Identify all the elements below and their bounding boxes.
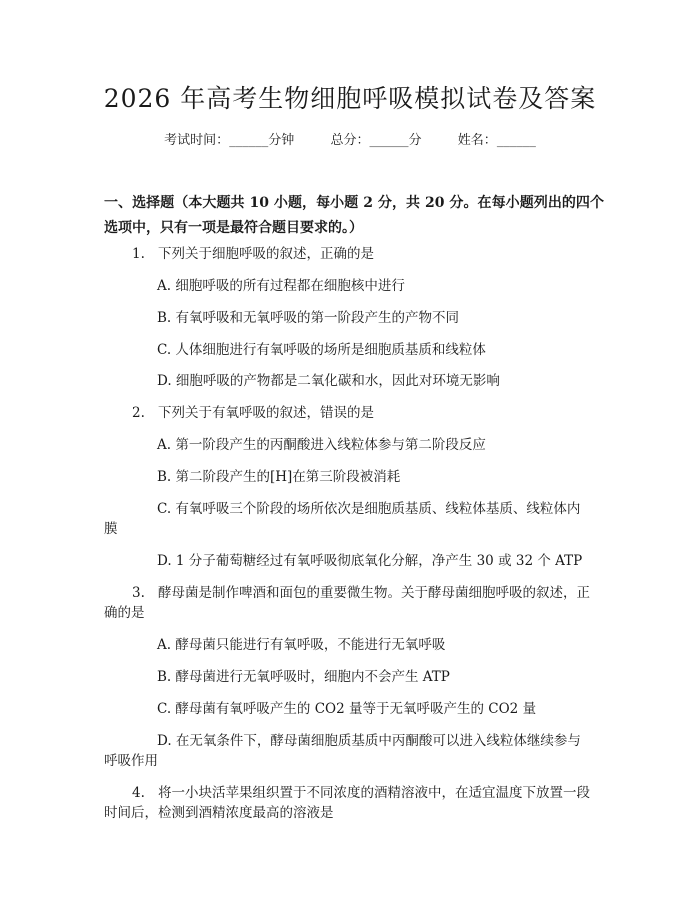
- question-3: [132, 583, 590, 603]
- question-number: 1.: [132, 246, 145, 262]
- question-stem: 下列关于细胞呼吸的叙述，正确的是: [158, 246, 374, 262]
- option-2c: C. 有氧呼吸三个阶段的场所依次是细胞质基质、线粒体基质、线粒体内: [157, 501, 581, 517]
- score-label: 总分：: [330, 133, 370, 148]
- question-stem: 酵母菌是制作啤酒和面包的重要微生物。关于酵母菌细胞呼吸的叙述，正: [158, 585, 590, 601]
- name-blank: ______: [496, 133, 536, 148]
- name-label: 姓名：: [457, 133, 497, 148]
- option-3c: C. 酵母菌有氧呼吸产生的 CO2 量等于无氧呼吸产生的 CO2 量: [157, 701, 537, 717]
- option-2d: D. 1 分子葡萄糖经过有氧呼吸彻底氧化分解，净产生 30 或 32 个 ATP: [157, 553, 583, 569]
- option-1d: D. 细胞呼吸的产物都是二氧化碳和水，因此对环境无影响: [157, 373, 500, 389]
- page-title: 2026 年高考生物细胞呼吸模拟试卷及答案: [103, 84, 597, 113]
- option-3d-continued: 呼吸作用: [104, 753, 158, 769]
- option-2a: A. 第一阶段产生的丙酮酸进入线粒体参与第二阶段反应: [157, 437, 486, 453]
- score-unit: 分: [408, 133, 422, 148]
- option-2b: B. 第二阶段产生的[H]在第三阶段被消耗: [157, 469, 401, 485]
- option-1c: C. 人体细胞进行有氧呼吸的场所是细胞质基质和线粒体: [157, 342, 486, 358]
- question-number: 4.: [132, 785, 145, 801]
- question-number: 2.: [132, 405, 145, 421]
- question-4-continued: 时间后，检测到酒精浓度最高的溶液是: [104, 805, 334, 821]
- time-blank: ______: [229, 133, 269, 148]
- question-stem: 将一小块活苹果组织置于不同浓度的酒精溶液中，在适宜温度下放置一段: [158, 785, 590, 801]
- option-2c-continued: 膜: [104, 521, 118, 537]
- section-heading: 一、选择题（本大题共 10 小题，每小题 2 分，共 20 分。在每小题列出的四个选项中，只有一项是最符合题目要求的。）: [104, 195, 604, 236]
- question-1: [132, 244, 374, 264]
- question-3-continued: 确的是: [104, 605, 145, 621]
- option-1b: B. 有氧呼吸和无氧呼吸的第一阶段产生的产物不同: [157, 310, 460, 326]
- option-3d: D. 在无氧条件下，酵母菌细胞质基质中丙酮酸可以进入线粒体继续参与: [157, 733, 581, 749]
- option-3b: B. 酵母菌进行无氧呼吸时，细胞内不会产生 ATP: [157, 669, 450, 685]
- question-stem: 下列关于有氧呼吸的叙述，错误的是: [158, 405, 374, 421]
- time-unit: 分钟: [268, 133, 295, 148]
- option-3a: A. 酵母菌只能进行有氧呼吸，不能进行无氧呼吸: [157, 637, 446, 653]
- exam-meta: [0, 131, 700, 151]
- question-number: 3.: [132, 585, 145, 601]
- option-1a: A. 细胞呼吸的所有过程都在细胞核中进行: [157, 278, 405, 294]
- score-blank: ______: [369, 133, 409, 148]
- question-4: [132, 783, 590, 803]
- time-label: 考试时间：: [164, 133, 230, 148]
- question-2: [132, 403, 374, 423]
